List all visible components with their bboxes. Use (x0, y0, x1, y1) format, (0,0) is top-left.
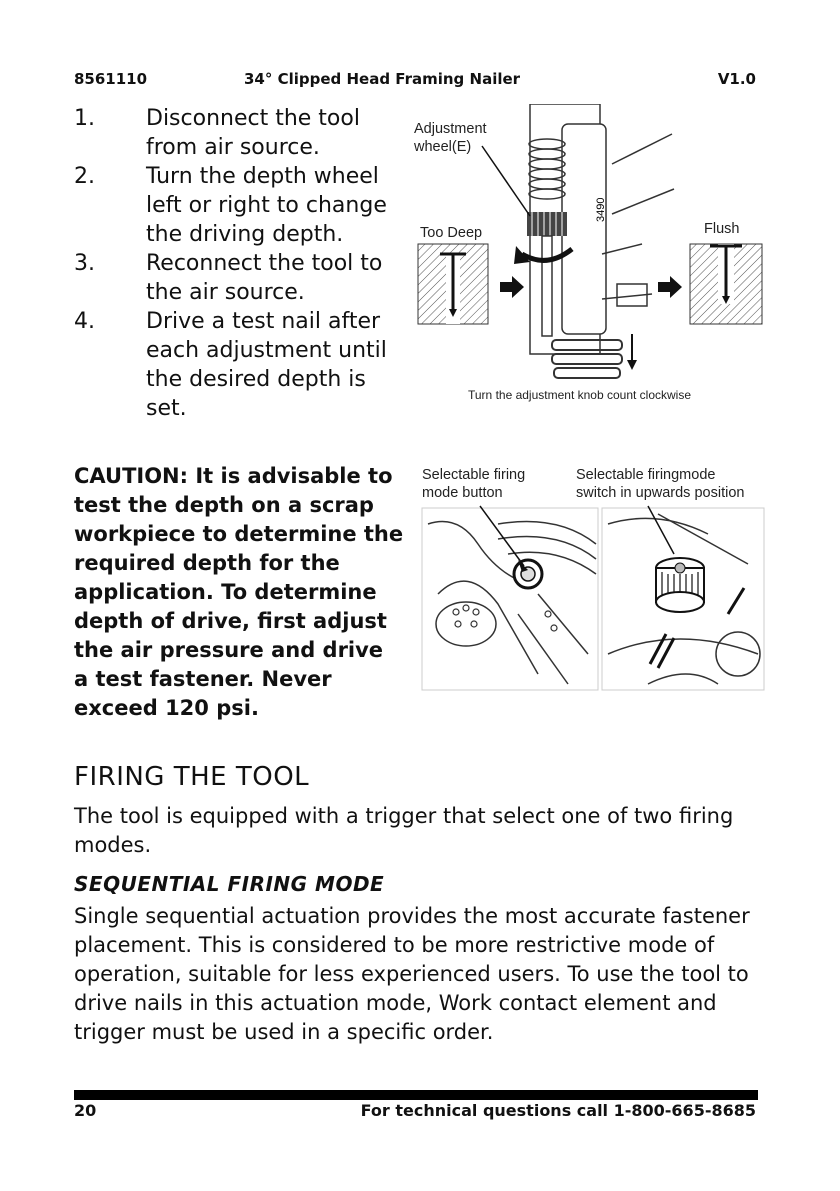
step-text: Drive a test nail after each adjustment until the desired depth is set. (146, 309, 387, 421)
section-title: FIRING THE TOOL (74, 762, 310, 792)
subsection-title: SEQUENTIAL FIRING MODE (74, 872, 385, 896)
firing-mode-figure (418, 464, 768, 694)
firing-mode-switch-label (576, 466, 744, 502)
section-intro: The tool is equipped with a trigger that select one of two firing modes. (74, 804, 734, 857)
part-number-label: 3490 (595, 197, 607, 222)
step-text: Reconnect the tool to the air source. (146, 251, 383, 305)
label-line: mode button (422, 485, 503, 501)
step-text: Disconnect the tool from air source. (146, 106, 360, 160)
step-number: 1. (74, 106, 95, 131)
step-number: 3. (74, 251, 95, 276)
label-line: Adjustment (414, 121, 487, 137)
model-number: 8561110 (74, 70, 148, 88)
flush-label: Flush (704, 221, 740, 237)
label-line: wheel(E) (414, 139, 472, 155)
caution-note: CAUTION: It is advisable to test the depth on a scrap workpiece to determine the required depth for the application. To determine depth of drive, first adjust the air pressure and drive a test fastener. Never exceed 120 psi. (74, 464, 404, 720)
label-line: Selectable firingmode (576, 467, 716, 483)
figure-caption: Turn the adjustment knob count clockwise (468, 388, 692, 402)
step-item (74, 104, 394, 162)
firing-mode-illustration (418, 504, 768, 694)
depth-adjust-steps (74, 104, 394, 423)
step-number: 2. (74, 164, 95, 189)
firing-mode-button-label (422, 466, 525, 502)
label-line: Selectable firing (422, 467, 526, 483)
step-item (74, 307, 394, 423)
step-number: 4. (74, 309, 95, 334)
label-line: switch in upwards position (576, 485, 745, 501)
page-number: 20 (74, 1101, 97, 1120)
document-title: 34° Clipped Head Framing Nailer (244, 70, 521, 88)
step-item (74, 249, 394, 307)
step-item (74, 162, 394, 249)
footer-rule (74, 1090, 758, 1100)
support-contact: For technical questions call 1-800-665-8685 (360, 1101, 756, 1120)
version-label: V1.0 (717, 70, 756, 88)
step-text: Turn the depth wheel left or right to change the driving depth. (146, 164, 387, 247)
subsection-body: Single sequential actuation provides the most accurate fastener placement. This is considered to be more restrictive mode of operation, suitable for less experienced users. To use the tool to drive nails in this actuation mode, Work contact element and trigger must be used in a specific order. (74, 904, 750, 1044)
depth-adjustment-figure (412, 104, 772, 414)
adjustment-wheel-label (414, 120, 487, 156)
too-deep-label: Too Deep (420, 225, 483, 241)
